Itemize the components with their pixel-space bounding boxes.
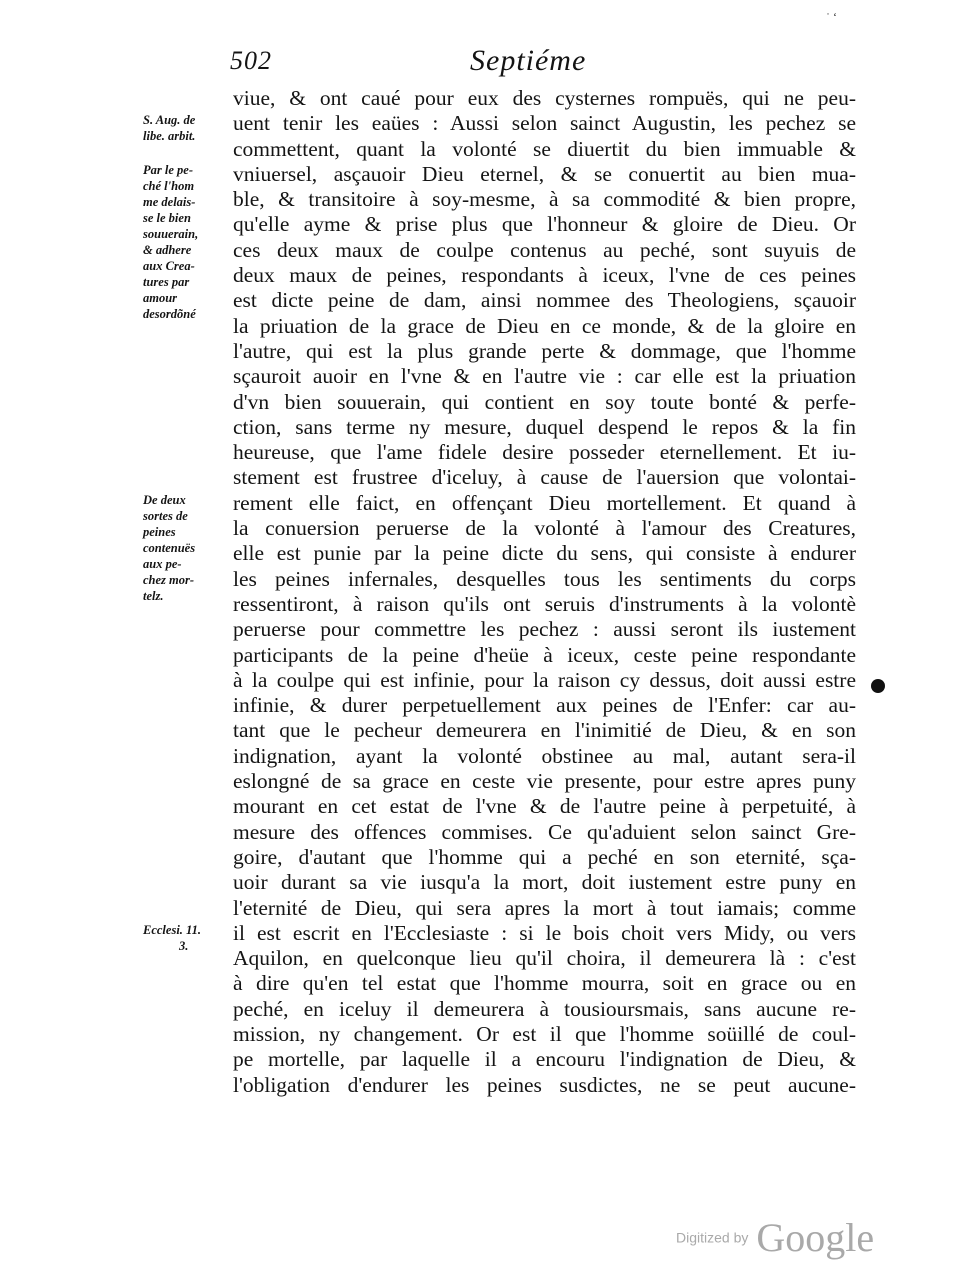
text-line: tant que le pecheur demeurera en l'inimitié de Dieu, & en son: [233, 718, 856, 743]
text-line: Aquilon, en quelconque lieu qu'il choira, il demeurera là : c'est: [233, 946, 856, 971]
text-line: eslongné de sa grace en ceste vie presente, pour estre apres puny: [233, 769, 856, 794]
text-line: la priuation de la grace de Dieu en ce monde, & de la gloire en: [233, 313, 856, 338]
text-line: infinie, & durer perpetuellement aux peines de l'Enfer: car au-: [233, 693, 856, 718]
margin-note-line: amour: [143, 291, 178, 305]
running-title: Septiéme: [470, 44, 587, 77]
margin-note-line: 3.: [179, 939, 189, 953]
text-line: pe mortelle, par laquelle il a encouru l'indignation de Dieu, &: [233, 1047, 856, 1072]
text-line: peché, en iceluy il demeurera à tousioursmais, sans aucune re-: [233, 996, 856, 1021]
text-line: est dicte peine de dam, ainsi nommee des Theologiens, sçauoir: [233, 288, 856, 313]
margin-note-line: tures par: [143, 275, 190, 289]
text-line: la conuersion peruerse de la volonté à l'amour des Creatures,: [233, 516, 856, 541]
margin-note-augustine: [143, 112, 225, 144]
text-line: elle est punie par la peine dicte du sens, qui consiste à endurer: [233, 541, 856, 566]
margin-note-line: sortes de: [143, 509, 188, 523]
text-line: il est escrit en l'Ecclesiaste : si le bois choit vers Midy, ou vers: [233, 920, 856, 945]
margin-note-line: Ecclesi. 11.: [143, 923, 201, 937]
text-line: indignation, ayant la volonté obstinee au mal, autant sera-il: [233, 743, 856, 768]
margin-note-two-pains: [143, 492, 225, 604]
text-line: ction, sans terme ny mesure, duquel despend le repos & la fin: [233, 414, 856, 439]
text-line: mourant en cet estat de l'vne & de l'autre peine à perpetuité, à: [233, 794, 856, 819]
watermark-prefix: Digitized by: [676, 1229, 749, 1246]
margin-note-line: De deux: [143, 493, 186, 507]
text-line: vniuersel, asçauoir Dieu eternel, & se conuertit au bien mua-: [233, 161, 856, 186]
margin-note-line: me delais-: [143, 195, 196, 209]
margin-note-line: se le bien: [143, 211, 191, 225]
margin-note-line: telz.: [143, 589, 164, 603]
text-line: stement est frustree d'iceluy, à cause de l'auersion que volontai-: [233, 465, 856, 490]
text-line: rement elle faict, en offençant Dieu mortellement. Et quand à: [233, 490, 856, 515]
text-line: mesure des offences commises. Ce qu'aduient selon sainct Gre-: [233, 819, 856, 844]
margin-note-line: Par le pe-: [143, 163, 193, 177]
margin-note-line: ché l'hom: [143, 179, 195, 193]
margin-note-line: aux Crea-: [143, 259, 195, 273]
margin-note-line: contenuës: [143, 541, 196, 555]
margin-note-line: desordõné: [143, 307, 196, 321]
margin-note-sin: [143, 162, 225, 322]
text-line: peruerse pour commettre les pechez : aussi seront ils iustement: [233, 617, 856, 642]
margin-note-line: aux pe-: [143, 557, 182, 571]
text-line: commettent, quant la volonté se diuertit du bien immuable &: [233, 136, 856, 161]
margin-note-line: chez mor-: [143, 573, 195, 587]
text-line: mission, ny changement. Or est il que l'homme soüillé de coul-: [233, 1021, 856, 1046]
print-specks: ˙ ‘: [826, 10, 837, 24]
digitization-watermark: [676, 1214, 874, 1261]
text-line: sçauroit auoir en l'vne & en l'autre vie : car elle est la priuation: [233, 364, 856, 389]
margin-note-line: S. Aug. de: [143, 113, 196, 127]
text-line: l'autre, qui est la plus grande perte & dommage, que l'homme: [233, 338, 856, 363]
page-number: 502: [230, 46, 272, 75]
text-line: participants de la peine d'heüe à iceux, ceste peine respondante: [233, 642, 856, 667]
text-line: l'eternité de Dieu, qui sera apres la mort à tout iamais; comme: [233, 895, 856, 920]
text-line: goire, d'autant que l'homme qui a peché en son eternité, sça-: [233, 844, 856, 869]
text-line: à dire qu'en tel estat que l'homme mourra, soit en grace ou en: [233, 971, 856, 996]
text-line: uoir durant sa vie iusqu'a la mort, doit iustement estre puny en: [233, 870, 856, 895]
page-header: [0, 42, 967, 82]
text-line: viue, & ont caué pour eux des cysternes rompuës, qui ne peu-: [233, 86, 856, 110]
text-line: d'vn bien souuerain, qui contient en soy toute bonté & perfe-: [233, 389, 856, 414]
text-line: l'obligation d'endurer les peines susdictes, ne se peut aucune-: [233, 1072, 856, 1097]
text-line: ressentiront, à raison qu'ils ont seruis d'instruments à la volontè: [233, 591, 856, 616]
text-line: uent tenir les eaües : Aussi selon sainct Augustin, les pechez se: [233, 111, 856, 136]
google-logo: Google: [756, 1215, 875, 1260]
text-line: les peines infernales, desquelles tous les sentiments du corps: [233, 566, 856, 591]
body-text: [233, 86, 856, 1098]
text-line: heureuse, que l'ame fidele desire posseder eternellement. Et iu-: [233, 440, 856, 465]
text-line: à la coulpe qui est infinie, pour la raison cy dessus, doit aussi estre: [233, 667, 856, 692]
text-line: ces deux maux de coulpe contenus au peché, sont suyuis de: [233, 237, 856, 262]
text-line: ble, & transitoire à soy-mesme, à sa commodité & bien propre,: [233, 187, 856, 212]
ink-blot: [871, 679, 885, 693]
text-line: qu'elle ayme & prise plus que l'honneur & gloire de Dieu. Or: [233, 212, 856, 237]
margin-note-line: & adhere: [143, 243, 192, 257]
margin-note-ecclesiastes: [143, 922, 225, 954]
margin-note-line: peines: [143, 525, 176, 539]
text-line: deux maux de peines, respondants à iceux, l'vne de ces peines: [233, 263, 856, 288]
margin-note-line: libe. arbit.: [143, 129, 196, 143]
margin-note-line: souuerain,: [143, 227, 199, 241]
